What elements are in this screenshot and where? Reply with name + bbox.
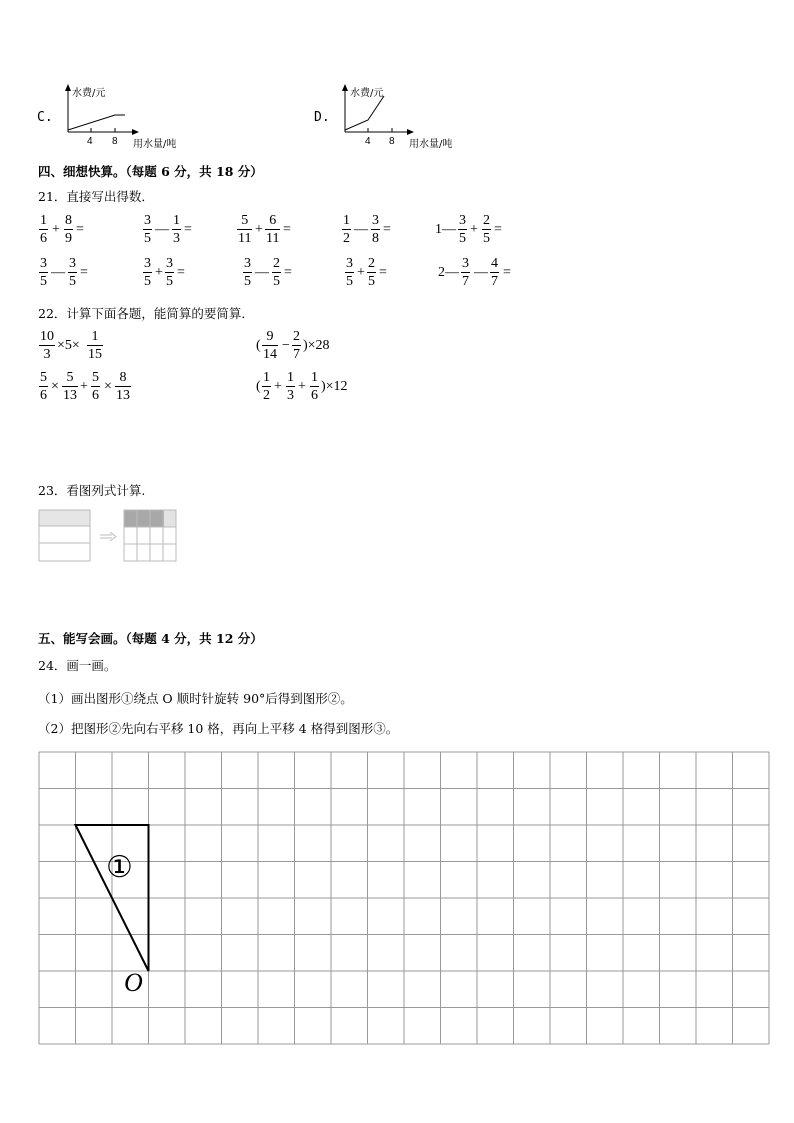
fraction: 2 5 [273, 256, 280, 289]
operator: + [357, 265, 365, 280]
equals: = [177, 265, 185, 280]
fraction: 2 5 [368, 256, 375, 289]
fraction: 3 7 [462, 256, 469, 289]
fraction: 1 6 [311, 370, 318, 403]
operator: — [354, 222, 368, 237]
option-c-xlabel: 用水量/吨 [133, 139, 177, 150]
fraction: 6 11 [266, 213, 280, 246]
fraction: 4 7 [491, 256, 498, 289]
prefix: 2— [438, 265, 459, 280]
option-d-tick-8: 8 [389, 136, 395, 147]
operator: — [255, 265, 269, 280]
paren-open: ( [256, 379, 261, 394]
operator: — [51, 265, 65, 280]
question-24-part-2: （2）把图形②先向右平移 10 格，再向上平移 4 格得到图形③。 [38, 721, 399, 736]
fraction: 1 3 [173, 213, 180, 246]
question-22-text: 22．计算下面各题，能简算的要简算． [38, 306, 254, 321]
equals: = [494, 222, 502, 237]
operator: + [470, 222, 478, 237]
fraction: 3 5 [346, 256, 353, 289]
fraction: 5 13 [63, 370, 77, 403]
equals: = [283, 222, 291, 237]
prefix: 1— [435, 222, 456, 237]
fraction: 2 5 [483, 213, 490, 246]
fraction: 9 14 [263, 329, 277, 362]
operator: + [80, 379, 88, 394]
fraction: 10 3 [40, 329, 54, 362]
point-o-label: O [124, 968, 143, 997]
fraction: 3 5 [69, 256, 76, 289]
operator: × [51, 379, 59, 394]
fraction: 3 5 [144, 256, 151, 289]
section-5-title: 五、能写会画。（每题 4 分，共 12 分） [38, 631, 263, 646]
equals: = [284, 265, 292, 280]
fraction: 3 5 [40, 256, 47, 289]
fraction: 1 2 [263, 370, 270, 403]
question-21-text: 21．直接写出得数． [38, 189, 154, 204]
question-24-text: 24．画一画。 [38, 658, 117, 673]
operator: + [255, 222, 263, 237]
equals: = [383, 222, 391, 237]
paren-close: )×28 [303, 338, 330, 353]
operator: + [52, 222, 60, 237]
question-24-part-1: （1）画出图形①绕点 O 顺时针旋转 90°后得到图形②。 [38, 691, 353, 706]
fraction: 5 11 [238, 213, 252, 246]
option-c-tick-4: 4 [87, 136, 93, 147]
option-c-tick-8: 8 [112, 136, 118, 147]
equals: = [184, 222, 192, 237]
fraction: 5 6 [40, 370, 47, 403]
operator: + [298, 379, 306, 394]
option-c-label: C. [37, 110, 53, 125]
question-23-text: 23．看图列式计算. [38, 483, 146, 498]
shape-1-label: ① [106, 850, 133, 885]
drawing-grid[interactable] [38, 751, 770, 1045]
fraction: 1 2 [343, 213, 350, 246]
equals: = [503, 265, 511, 280]
operator: + [155, 265, 163, 280]
fraction: 3 5 [459, 213, 466, 246]
fraction: 1 3 [287, 370, 294, 403]
fraction: 3 5 [166, 256, 173, 289]
option-d-xlabel: 用水量/吨 [409, 139, 453, 150]
fraction: 1 15 [88, 329, 102, 362]
paren-close: )×12 [321, 379, 348, 394]
right-arrow-icon [100, 532, 116, 541]
equals: = [80, 265, 88, 280]
option-d-ylabel: 水费/元 [350, 88, 384, 99]
option-c-ylabel: 水费/元 [72, 88, 106, 99]
fraction: 8 9 [65, 213, 72, 246]
option-d-tick-4: 4 [365, 136, 371, 147]
fraction: 3 5 [144, 213, 151, 246]
operator: — [155, 222, 169, 237]
fraction: 3 8 [372, 213, 379, 246]
operator: + [274, 379, 282, 394]
fraction: 5 6 [92, 370, 99, 403]
fraction: 3 5 [244, 256, 251, 289]
paren-open: ( [256, 338, 261, 353]
equals: = [379, 265, 387, 280]
operator: − [282, 338, 290, 353]
q23-figure [38, 508, 180, 562]
option-d-label: D. [314, 110, 330, 125]
fraction: 2 7 [293, 329, 300, 362]
fraction: 1 6 [40, 213, 47, 246]
operator: — [474, 265, 488, 280]
fraction: 8 13 [116, 370, 130, 403]
equals: = [76, 222, 84, 237]
operator: ×5× [57, 338, 80, 353]
section-4-title: 四、细想快算。（每题 6 分，共 18 分） [38, 164, 263, 179]
operator: × [104, 379, 112, 394]
